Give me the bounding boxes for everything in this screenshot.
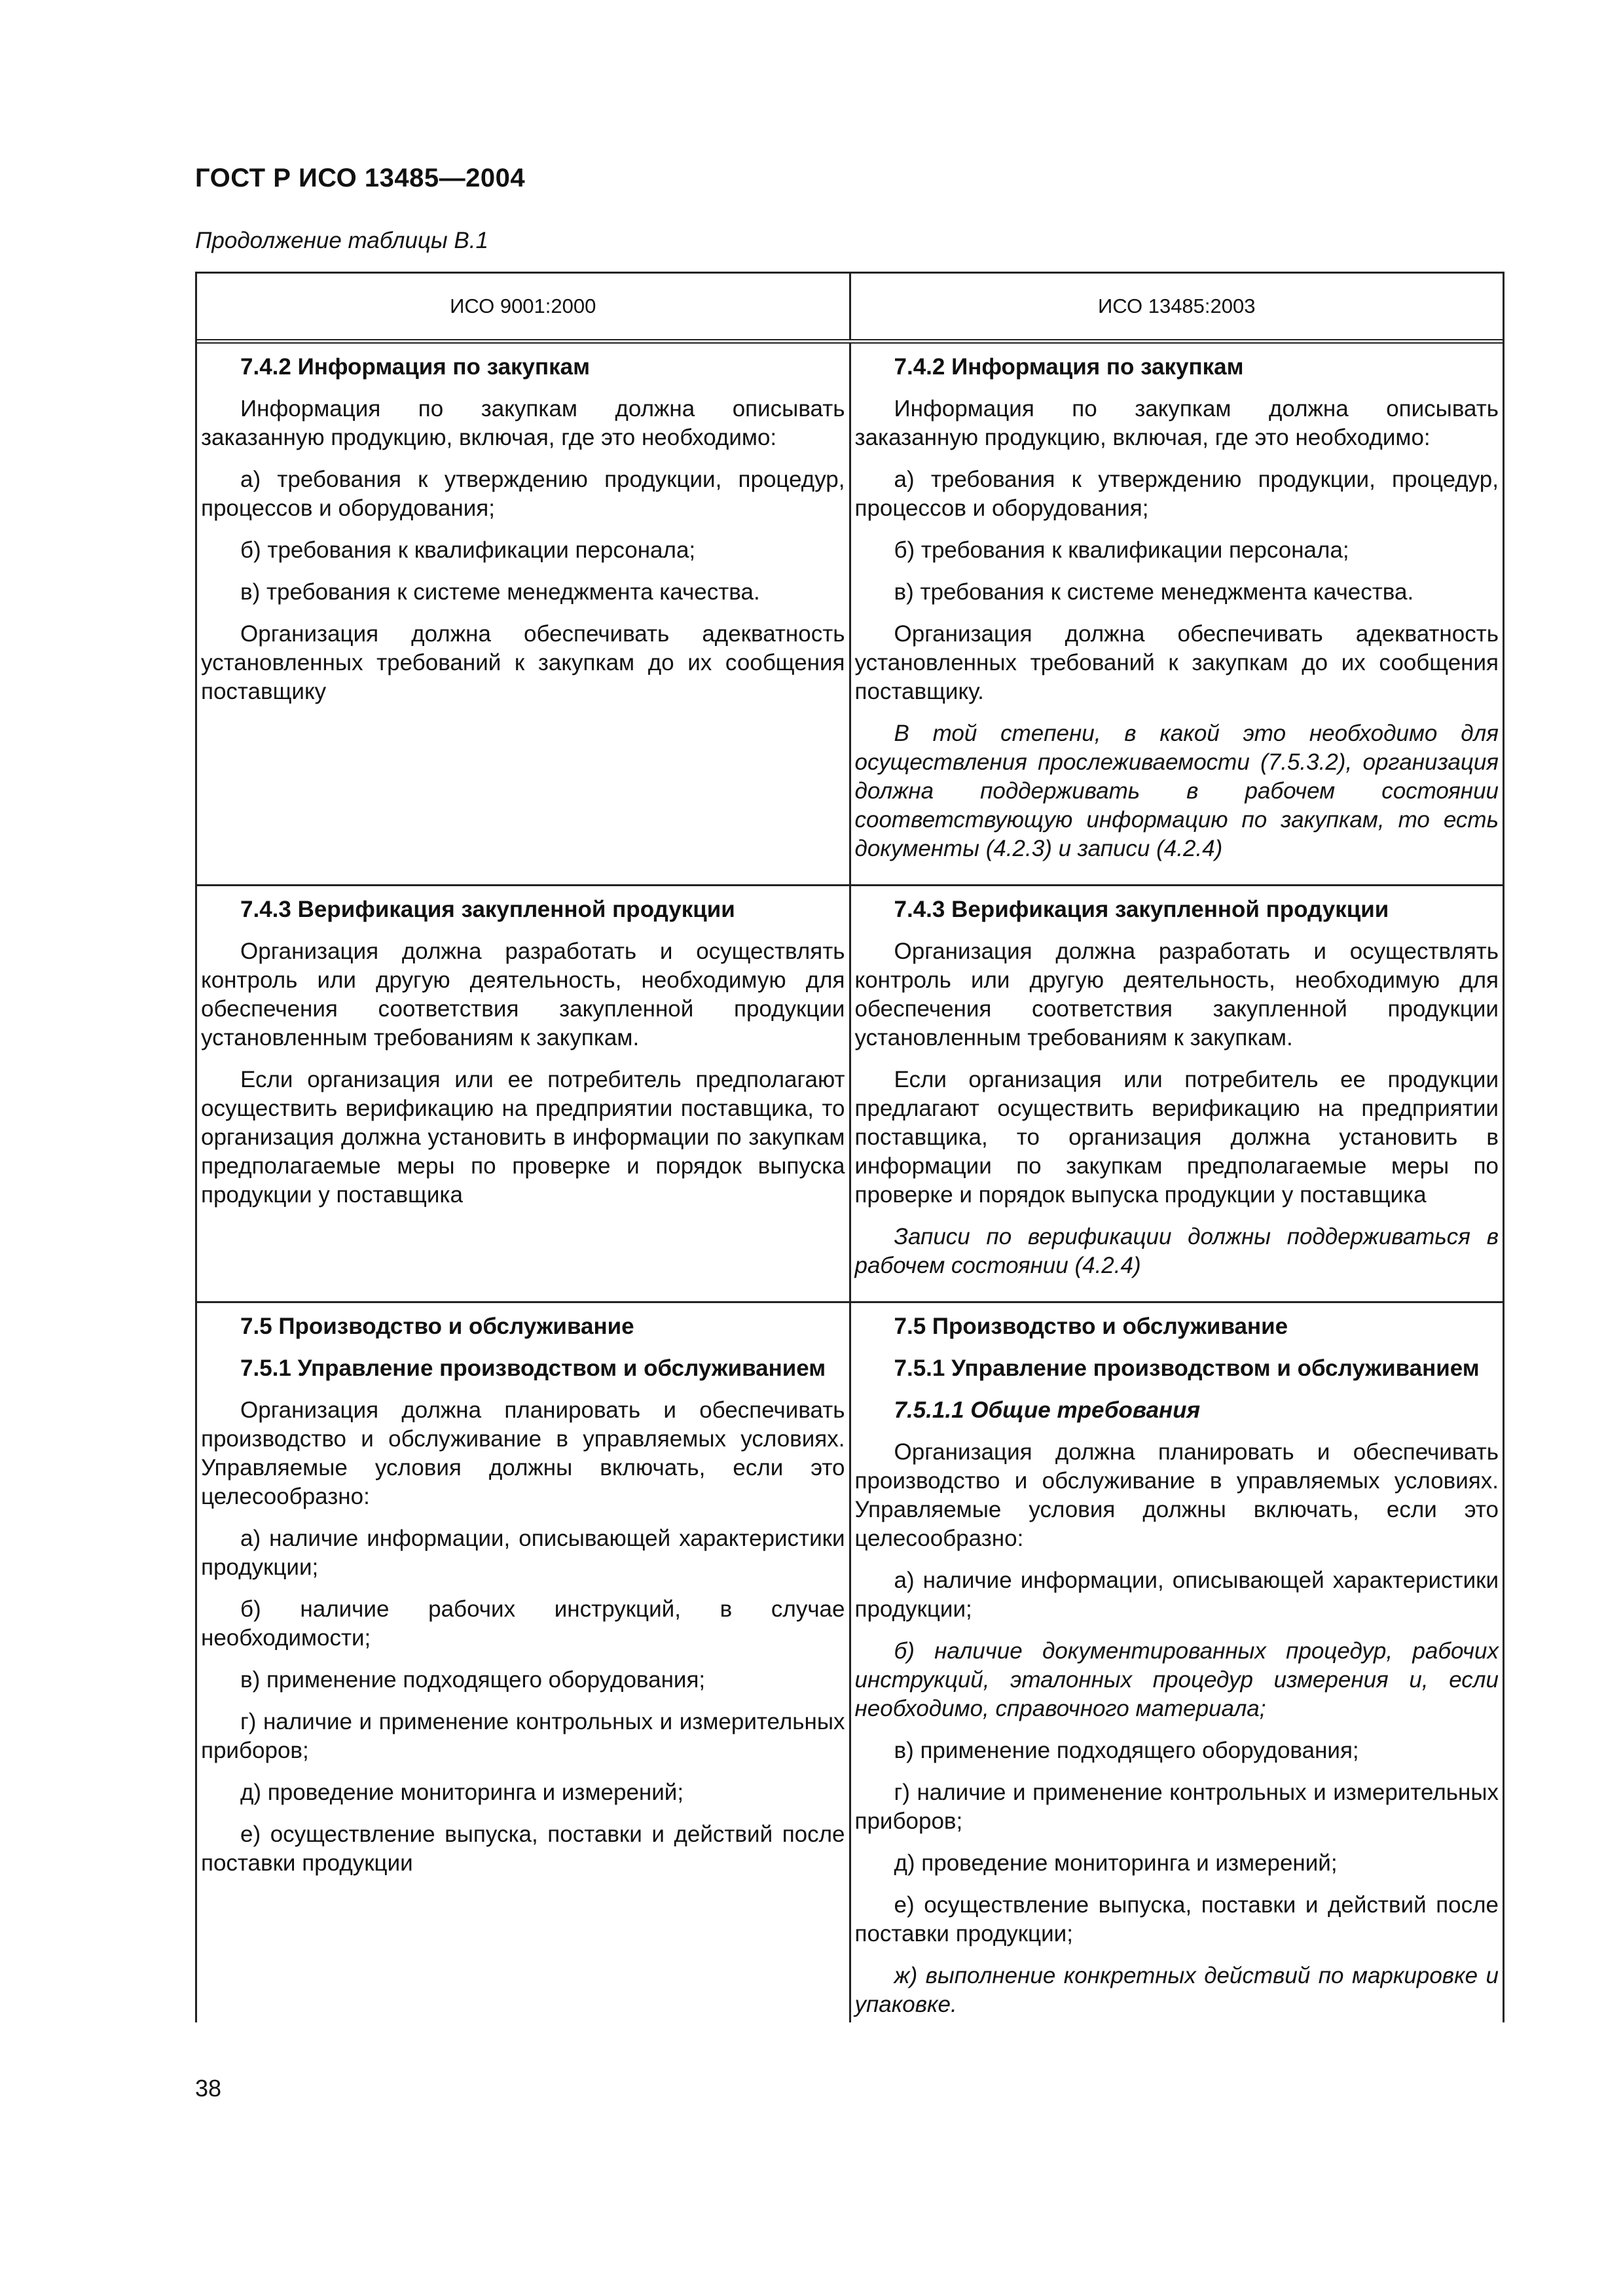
cell-iso13485-75 [850,1302,1503,2023]
paragraph: Организация должна обеспечивать адекватность установленных требований к закупкам до их сообщения поставщику. [854,621,1499,704]
cell-iso13485-743 [850,886,1503,1302]
column-header-iso13485: ИСО 13485:2003 [850,274,1503,342]
document-title: ГОСТ Р ИСО 13485—2004 [195,164,526,192]
paragraph: Организация должна разработать и осуществлять контроль или другую деятельность, необходимую для обеспечения соответствия закупленной продукции установленным требованиям к закупкам. [201,939,845,1050]
paragraph: а) требования к утверждению продукции, процедур, процессов и оборудования; [854,467,1499,521]
section-heading: 7.5 Производство и обслуживание [894,1314,1288,1339]
column-header-iso9001: ИСО 9001:2000 [197,274,850,342]
list-item: г) наличие и применение контрольных и измерительных приборов; [854,1780,1499,1834]
cell-iso9001-75 [197,1302,850,2023]
section-heading: 7.4.3 Верификация закупленной продукции [894,897,1389,922]
comparison-table-wrapper [195,272,1504,2022]
table-row [197,1302,1503,2023]
paragraph: Информация по закупкам должна описывать заказанную продукцию, включая, где это необходимо: [201,396,845,450]
paragraph: Информация по закупкам должна описывать заказанную продукцию, включая, где это необходимо: [854,396,1499,450]
section-heading: 7.5 Производство и обслуживание [240,1314,634,1339]
list-item: е) осуществление выпуска, поставки и действий после поставки продукции [201,1821,845,1876]
cell-iso13485-742 [850,342,1503,886]
list-item: а) наличие информации, описывающей характеристики продукции; [201,1526,845,1580]
list-item: а) наличие информации, описывающей характеристики продукции; [854,1568,1499,1622]
table-header-row [197,274,1503,342]
table-caption: Продолжение таблицы В.1 [195,228,488,253]
paragraph: Организация должна планировать и обеспечивать производство и обслуживание в управляемых условиях. Управляемые условия должны включать, если это целесообразно: [201,1397,845,1509]
list-item: г) наличие и применение контрольных и измерительных приборов; [201,1709,845,1763]
paragraph: а) требования к утверждению продукции, процедур, процессов и оборудования; [201,467,845,521]
paragraph: Организация должна обеспечивать адекватность установленных требований к закупкам до их сообщения поставщику [201,621,845,704]
list-item: е) осуществление выпуска, поставки и действий после поставки продукции; [854,1892,1499,1946]
paragraph: Если организация или ее потребитель предполагают осуществить верификацию на предприятии поставщика, то организация должна установить в информации по закупкам предполагаемые меры по проверке и порядок выпуска продукции у поставщика [201,1067,845,1208]
list-item-italic: ж) выполнение конкретных действий по маркировке и упаковке. [854,1963,1499,2017]
paragraph: Если организация или потребитель ее продукции предлагают осуществить верификацию на предприятии поставщика, то организация должна установить в информации по закупкам предполагаемые меры по проверке и порядок выпуска продукции у поставщика [854,1067,1499,1208]
paragraph: в) требования к системе менеджмента качества. [240,579,760,605]
list-item: в) применение подходящего оборудования; [240,1667,706,1693]
paragraph: Организация должна разработать и осуществлять контроль или другую деятельность, необходимую для обеспечения соответствия закупленной продукции установленным требованиям к закупкам. [854,939,1499,1050]
paragraph-italic-addition: Записи по верификации должны поддерживаться в рабочем состоянии (4.2.4) [854,1224,1499,1278]
section-heading: 7.4.2 Информация по закупкам [894,354,1244,380]
list-item: д) проведение мониторинга и измерений; [894,1850,1338,1876]
paragraph: Организация должна планировать и обеспечивать производство и обслуживание в управляемых условиях. Управляемые условия должны включать, если это целесообразно: [854,1439,1499,1551]
paragraph: в) требования к системе менеджмента качества. [894,579,1414,605]
list-item: в) применение подходящего оборудования; [894,1738,1359,1763]
subsection-heading: 7.5.1 Управление производством и обслуживанием [894,1355,1480,1381]
paragraph: б) требования к квалификации персонала; [240,537,696,563]
table-row [197,342,1503,886]
page-number: 38 [195,2075,222,2102]
paragraph: б) требования к квалификации персонала; [894,537,1349,563]
paragraph-italic-addition: В той степени, в какой это необходимо для осуществления прослеживаемости (7.5.3.2), организация должна поддерживать в рабочем состоянии соответствующую информацию по закупкам, то есть документы (4.2.3) и записи (4.2.4) [854,721,1499,861]
list-item: д) проведение мониторинга и измерений; [240,1780,684,1805]
list-item-italic: б) наличие документированных процедур, рабочих инструкций, эталонных процедур измерения и, если необходимо, справочного материала; [854,1638,1499,1721]
subsection-heading: 7.5.1 Управление производством и обслуживанием [240,1355,826,1381]
section-heading: 7.4.3 Верификация закупленной продукции [240,897,735,922]
section-heading: 7.4.2 Информация по закупкам [240,354,591,380]
list-item: б) наличие рабочих инструкций, в случае необходимости; [201,1596,845,1651]
table-row [197,886,1503,1302]
cell-iso9001-742 [197,342,850,886]
comparison-table [197,274,1503,2022]
subsubsection-heading: 7.5.1.1 Общие требования [894,1397,1201,1423]
cell-iso9001-743 [197,886,850,1302]
